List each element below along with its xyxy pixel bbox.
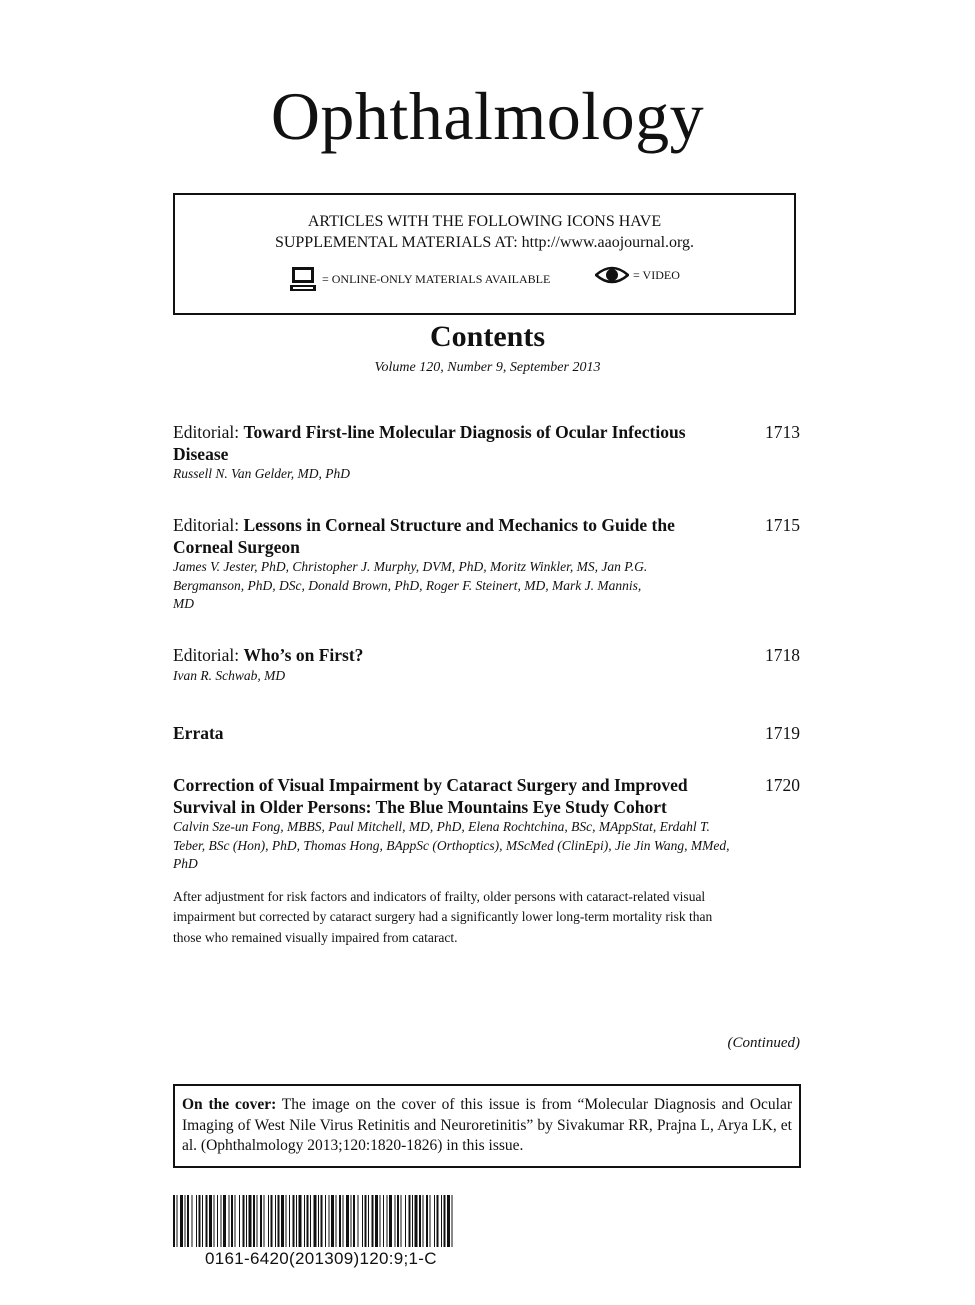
entry-page: 1713 [765,422,800,442]
cover-description [173,1084,801,1168]
notice-line-2: SUPPLEMENTAL MATERIALS AT: http://www.aaojournal.org. [274,234,695,251]
toc-entry [173,645,800,685]
video-label: = VIDEO [633,267,680,282]
online-materials-label: = ONLINE-ONLY MATERIALS AVAILABLE [322,271,551,286]
entry-kind: Editorial: [173,422,244,442]
entry-page: 1720 [765,775,800,795]
toc-entry [173,723,800,745]
entry-page: 1718 [765,645,800,665]
entry-title-text: Correction of Visual Impairment by Cataract Surgery and Improved Survival in Older Persons: The Blue Mountains Eye Study Cohort [173,775,688,817]
notice-line-1: ARTICLES WITH THE FOLLOWING ICONS HAVE [307,213,662,230]
entry-title[interactable] [173,775,703,818]
barcode-number: 0161-6420(201309)120:9;1-C [205,1249,437,1268]
journal-title: Ophthalmology [270,78,705,154]
entry-authors: James V. Jester, PhD, Christopher J. Murphy, DVM, PhD, Moritz Winkler, MS, Jan P.G. Bergmanson, PhD, DSc, Donald Brown, PhD, Roger F. Steinert, MD, Mark J. Mannis, MD [173,559,648,611]
issue-info: Volume 120, Number 9, September 2013 [374,360,601,375]
entry-title[interactable] [173,723,718,745]
supplemental-notice-box [173,193,796,315]
toc-entry [173,422,800,484]
barcode [173,1195,458,1247]
entry-page: 1715 [765,515,800,535]
entry-title-text: Toward First-line Molecular Diagnosis of Ocular Infectious Disease [173,422,686,464]
toc-entry [173,515,800,614]
entry-title-text: Errata [173,723,224,743]
cover-label: On the cover: [182,1096,277,1113]
entry-kind: Editorial: [173,645,244,665]
video-legend [595,265,680,285]
entry-title-text: Lessons in Corneal Structure and Mechanics to Guide the Corneal Surgeon [173,515,675,557]
eye-icon [595,265,629,285]
entry-page: 1719 [765,723,800,743]
online-materials-legend [288,265,550,293]
entry-authors: Russell N. Van Gelder, MD, PhD [173,466,350,481]
entry-title-text: Who’s on First? [243,645,364,665]
entry-summary: After adjustment for risk factors and indicators of frailty, older persons with cataract-related visual impairment but corrected by cataract surgery had a significantly lower long-term mortality risk than those who remained visually impaired from cataract. [173,888,713,945]
entry-kind: Editorial: [173,515,244,535]
entry-authors: Calvin Sze-un Fong, MBBS, Paul Mitchell, MD, PhD, Elena Rochtchina, BSc, MAppStat, Erdahl T. Teber, BSc (Hon), PhD, Thomas Hong, BAppSc (Orthoptics), MScMed (ClinEpi), Jie Jin Wang, MMed, PhD [173,819,730,871]
entry-title[interactable] [173,422,718,465]
entry-title[interactable] [173,515,718,558]
entry-authors: Ivan R. Schwab, MD [173,667,286,683]
entry-title[interactable] [173,645,718,667]
continued-note: (Continued) [727,1035,800,1051]
contents-heading: Contents [429,320,545,353]
computer-icon [288,265,318,293]
cover-text: The image on the cover of this issue is from “Molecular Diagnosis and Ocular Imaging of West Nile Virus Retinitis and Neuroretinitis” by Sivakumar RR, Prajna L, Arya LK, et al. (Ophthalmology 2013;120:1820-1826) in this issue. [182,1096,793,1154]
toc-entry [173,775,800,948]
